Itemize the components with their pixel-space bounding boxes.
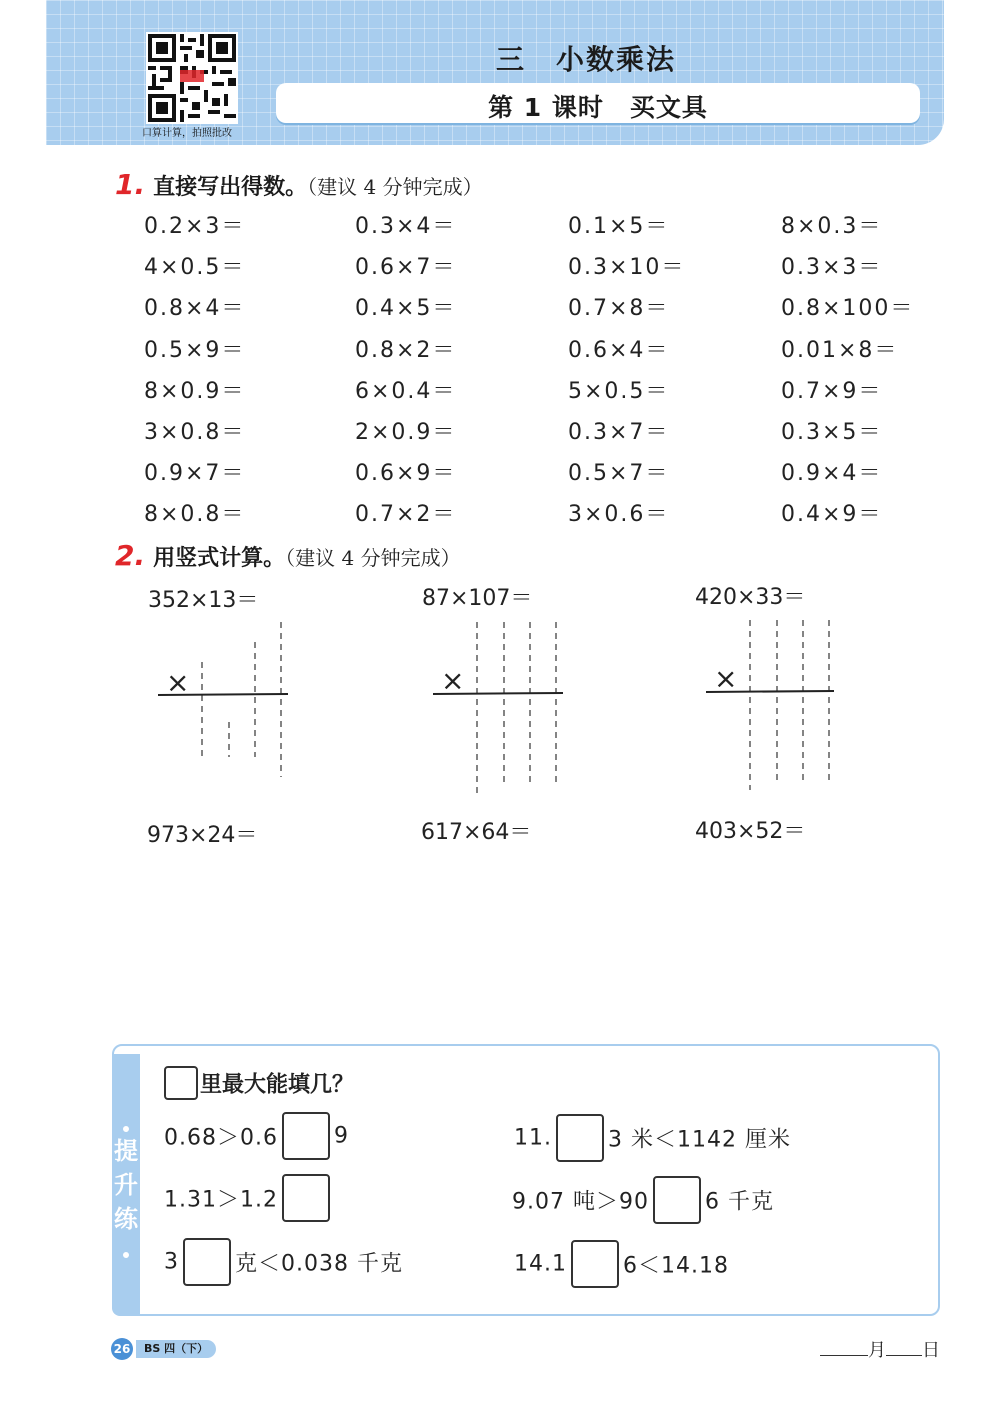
edition-label: BS 四（下） [136,1340,216,1358]
oral-problem: 4×0.5＝ [144,255,246,280]
oral-problem: 0.1×5＝ [568,214,670,239]
unit-title: 三 小数乘法 [496,43,677,76]
answer-box[interactable] [556,1114,604,1162]
oral-problem: 0.01×8＝ [781,338,899,363]
oral-problem: 0.4×5＝ [355,296,457,321]
question-2-hint: （建议 4 分钟完成） [285,546,461,570]
oral-problem: 6×0.4＝ [355,379,457,404]
question-1-number: 1. [115,168,146,201]
vertical-calc-frame[interactable] [698,620,848,804]
oral-problem: 0.6×7＝ [355,255,457,280]
oral-problem: 0.8×100＝ [781,296,915,321]
oral-problem: 5×0.5＝ [568,379,670,404]
oral-problem: 0.3×4＝ [355,214,457,239]
answer-box[interactable] [183,1238,231,1286]
oral-problem: 0.3×5＝ [781,420,883,445]
month-label: 月 [868,1340,886,1361]
question-2-heading [115,539,461,572]
fill-item: 9.07 吨＞90 6 千克 [512,1176,774,1224]
month-input[interactable] [820,1339,868,1356]
oral-problem: 0.7×2＝ [355,502,457,527]
oral-problem: 0.7×9＝ [781,379,883,404]
question-2-number: 2. [115,539,146,572]
fill-item: 14.1 6＜14.18 [514,1240,729,1288]
vertical-problem-label: 403×52＝ [695,819,806,844]
strip-label: 提 升 练 [114,1137,138,1233]
times-sign: × [441,664,465,697]
lesson-title-bar [276,83,920,123]
times-sign: × [166,666,190,699]
date-fields [820,1336,940,1362]
strip-dot [123,1252,129,1258]
oral-problem: 0.5×7＝ [568,461,670,486]
oral-problem: 0.5×9＝ [144,338,246,363]
oral-problem: 0.6×4＝ [568,338,670,363]
page-number: 26 [111,1338,133,1360]
oral-problem: 3×0.8＝ [144,420,246,445]
vertical-problem-label: 352×13＝ [148,588,259,613]
vertical-problem-label: 420×33＝ [695,585,806,610]
day-label: 日 [922,1340,940,1361]
vertical-calc-frame[interactable] [150,622,300,786]
oral-problem: 0.8×2＝ [355,338,457,363]
question-2-title: 用竖式计算。 [153,546,286,571]
qr-caption: 口算计算，拍照批改 [142,128,232,139]
oral-problem: 8×0.9＝ [144,379,246,404]
lesson-title: 第 1 课时 买文具 [488,93,708,122]
day-input[interactable] [886,1339,922,1356]
oral-problem: 0.3×7＝ [568,420,670,445]
oral-problem: 0.9×7＝ [144,461,246,486]
oral-problem: 0.3×10＝ [568,255,686,280]
qr-code[interactable] [146,32,238,124]
vertical-problem-label: 87×107＝ [422,586,533,611]
improvement-practice-box [112,1044,940,1316]
fill-item: 0.68＞0.6 9 [164,1112,349,1160]
strip-dot [123,1126,129,1132]
vertical-calc-frame[interactable] [425,622,575,806]
oral-problem: 0.7×8＝ [568,296,670,321]
fill-item: 3 克＜0.038 千克 [164,1238,403,1286]
answer-box[interactable] [653,1176,701,1224]
oral-problem: 3×0.6＝ [568,502,670,527]
oral-problem: 0.8×4＝ [144,296,246,321]
answer-box[interactable] [282,1112,330,1160]
oral-problem: 8×0.8＝ [144,502,246,527]
oral-problem: 0.3×3＝ [781,255,883,280]
times-sign: × [714,662,738,695]
question-1-title: 直接写出得数。 [153,175,308,200]
oral-problem: 0.4×9＝ [781,502,883,527]
practice-side-strip [112,1054,140,1316]
question-1-hint: （建议 4 分钟完成） [307,175,483,199]
answer-box[interactable] [282,1174,330,1222]
vertical-problem-label: 617×64＝ [421,820,532,845]
oral-problem: 0.9×4＝ [781,461,883,486]
page-header [46,0,944,145]
answer-box-icon [164,1066,198,1100]
fill-item: 11. 3 米＜1142 厘米 [514,1114,791,1162]
question-1-heading [115,168,483,201]
oral-problem: 2×0.9＝ [355,420,457,445]
oral-problem: 0.6×9＝ [355,461,457,486]
oral-problem: 8×0.3＝ [781,214,883,239]
oral-problem: 0.2×3＝ [144,214,246,239]
fill-item: 1.31＞1.2 [164,1174,334,1222]
vertical-problem-label: 973×24＝ [147,823,258,848]
answer-box[interactable] [571,1240,619,1288]
practice-title: 里最大能填几？ [164,1066,354,1100]
